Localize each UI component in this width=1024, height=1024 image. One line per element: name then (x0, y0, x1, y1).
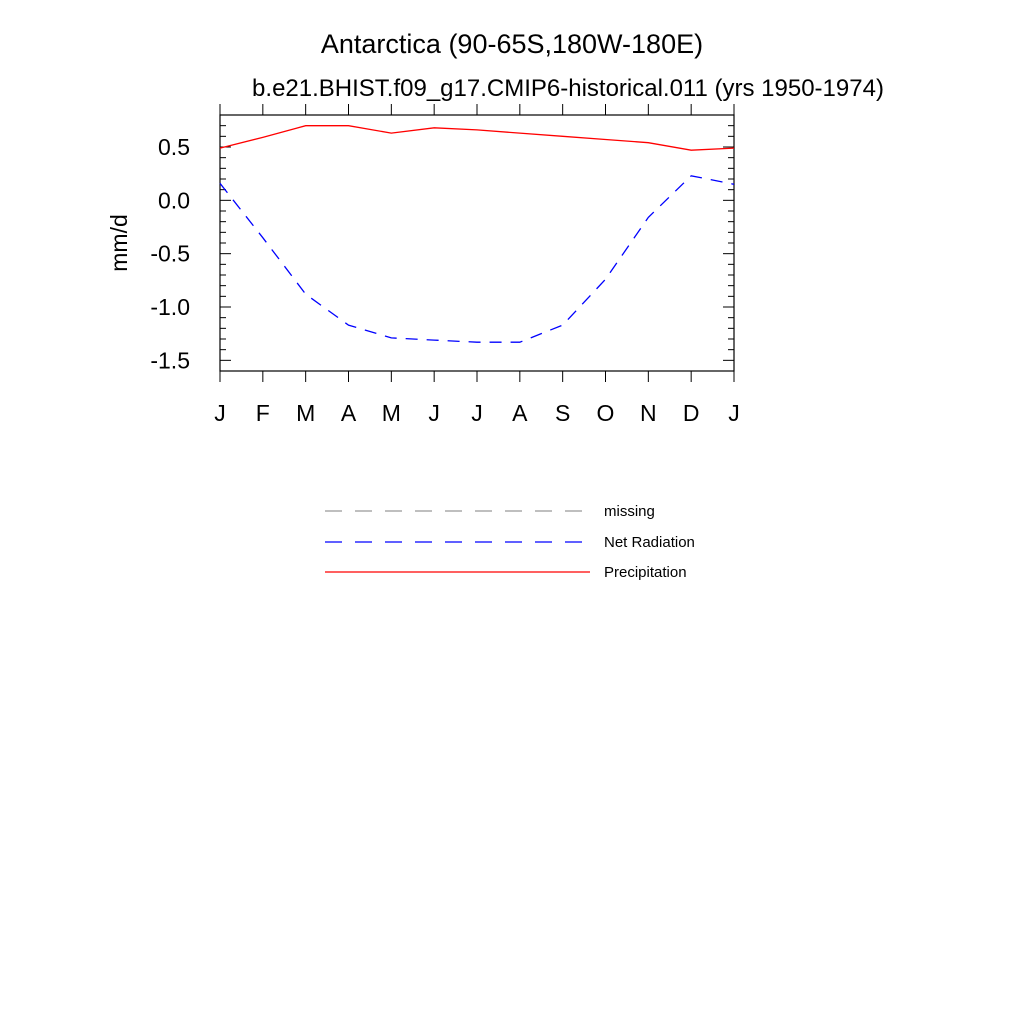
x-tick-label: A (512, 400, 528, 426)
x-tick-label: S (554, 400, 571, 426)
y-tick-label: -1.5 (150, 347, 190, 374)
y-tick-label: -0.5 (150, 240, 190, 267)
x-tick-label: A (340, 400, 357, 426)
y-tick-label: -1.0 (150, 294, 190, 320)
plot-area (150, 104, 739, 426)
legend-label-net-radiation: Net Radiation (604, 534, 695, 551)
chart-subtitle: b.e21.BHIST.f09_g17.CMIP6-historical.011 (yrs 1950-1974) (252, 75, 884, 102)
x-tick-label: J (428, 400, 440, 426)
x-tick-label: D (682, 400, 700, 426)
x-tick-label: F (255, 400, 270, 426)
x-tick-label: J (728, 400, 740, 426)
legend-label-missing: missing (604, 503, 655, 520)
x-tick-label: J (214, 400, 226, 426)
legend (325, 503, 695, 581)
y-tick-label: 0.5 (158, 134, 190, 160)
legend-label-precipitation: Precipitation (604, 564, 687, 581)
x-tick-label: M (296, 400, 316, 426)
x-tick-label: O (596, 400, 615, 426)
chart-title: Antarctica (90-65S,180W-180E) (320, 29, 704, 59)
x-tick-label: N (640, 400, 657, 426)
y-axis-label: mm/d (106, 214, 132, 272)
plot-frame (220, 115, 734, 371)
series-line-net-radiation (220, 176, 734, 342)
y-tick-label: 0.0 (158, 187, 190, 214)
x-tick-label: J (471, 400, 483, 426)
series-line-precipitation (220, 126, 734, 151)
x-tick-label: M (381, 400, 401, 426)
